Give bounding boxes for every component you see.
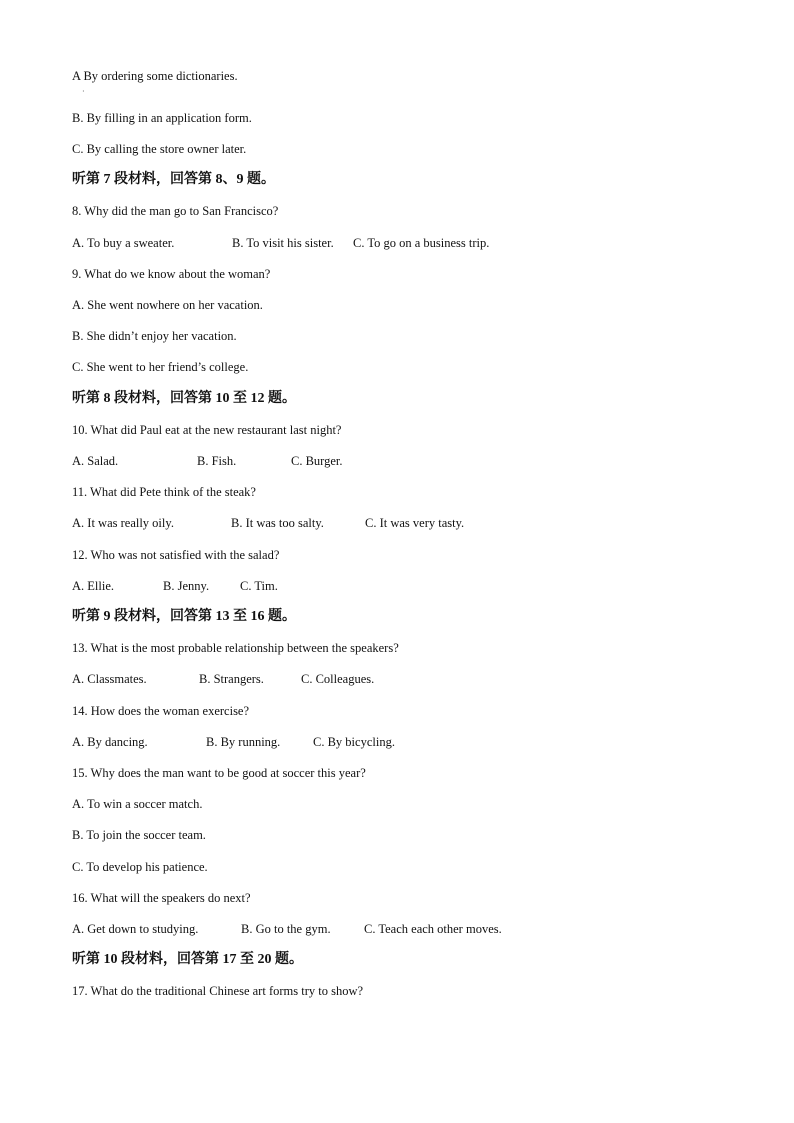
- option-b-q10: B. Fish.: [197, 454, 237, 468]
- option-a-q16: A. Get down to studying.: [72, 922, 199, 936]
- question-11: 11. What did Pete think of the steak?: [72, 485, 256, 499]
- option-b-q15: B. To join the soccer team.: [72, 828, 206, 842]
- option-b-q14: B. By running.: [206, 735, 281, 749]
- question-8: 8. Why did the man go to San Francisco?: [72, 204, 279, 218]
- stray-dot: ·: [82, 87, 85, 96]
- option-a-q14: A. By dancing.: [72, 735, 148, 749]
- option-a-q15: A. To win a soccer match.: [72, 797, 203, 811]
- section-header-10: 听第 10 段材料，回答第 17 至 20 题。: [72, 952, 303, 967]
- question-17: 17. What do the traditional Chinese art forms try to show?: [72, 984, 364, 998]
- option-a-q10: A. Salad.: [72, 454, 119, 468]
- question-14: 14. How does the woman exercise?: [72, 704, 250, 718]
- option-b-q11: B. It was too salty.: [231, 516, 324, 530]
- option-a-q13: A. Classmates.: [72, 672, 147, 686]
- option-c-q14: C. By bicycling.: [313, 735, 395, 749]
- option-c-q10: C. Burger.: [291, 454, 343, 468]
- section-header-9: 听第 9 段材料，回答第 13 至 16 题。: [72, 609, 296, 624]
- option-b-q8: B. To visit his sister.: [232, 236, 334, 250]
- section-header-7: 听第 7 段材料，回答第 8、9 题。: [72, 172, 275, 187]
- option-b-q9: B. She didn’t enjoy her vacation.: [72, 329, 237, 343]
- option-a-q7: A By ordering some dictionaries.: [72, 69, 238, 83]
- question-13: 13. What is the most probable relationship between the speakers?: [72, 641, 399, 655]
- option-c-q15: C. To develop his patience.: [72, 860, 208, 874]
- option-c-q13: C. Colleagues.: [301, 672, 375, 686]
- option-a-q8: A. To buy a sweater.: [72, 236, 175, 250]
- option-b-q16: B. Go to the gym.: [241, 922, 331, 936]
- question-15: 15. Why does the man want to be good at soccer this year?: [72, 766, 366, 780]
- question-10: 10. What did Paul eat at the new restaurant last night?: [72, 423, 342, 437]
- option-b-q7: B. By filling in an application form.: [72, 111, 252, 125]
- question-9: 9. What do we know about the woman?: [72, 267, 271, 281]
- section-header-8: 听第 8 段材料，回答第 10 至 12 题。: [72, 391, 296, 406]
- option-c-q7: C. By calling the store owner later.: [72, 142, 247, 156]
- question-12: 12. Who was not satisfied with the salad?: [72, 548, 280, 562]
- option-a-q11: A. It was really oily.: [72, 516, 174, 530]
- option-a-q9: A. She went nowhere on her vacation.: [72, 298, 263, 312]
- question-16: 16. What will the speakers do next?: [72, 891, 251, 905]
- option-b-q12: B. Jenny.: [163, 579, 210, 593]
- option-c-q9: C. She went to her friend’s college.: [72, 360, 249, 374]
- option-b-q13: B. Strangers.: [199, 672, 264, 686]
- option-c-q11: C. It was very tasty.: [365, 516, 465, 530]
- option-a-q12: A. Ellie.: [72, 579, 115, 593]
- option-c-q16: C. Teach each other moves.: [364, 922, 502, 936]
- option-c-q8: C. To go on a business trip.: [353, 236, 490, 250]
- option-c-q12: C. Tim.: [240, 579, 278, 593]
